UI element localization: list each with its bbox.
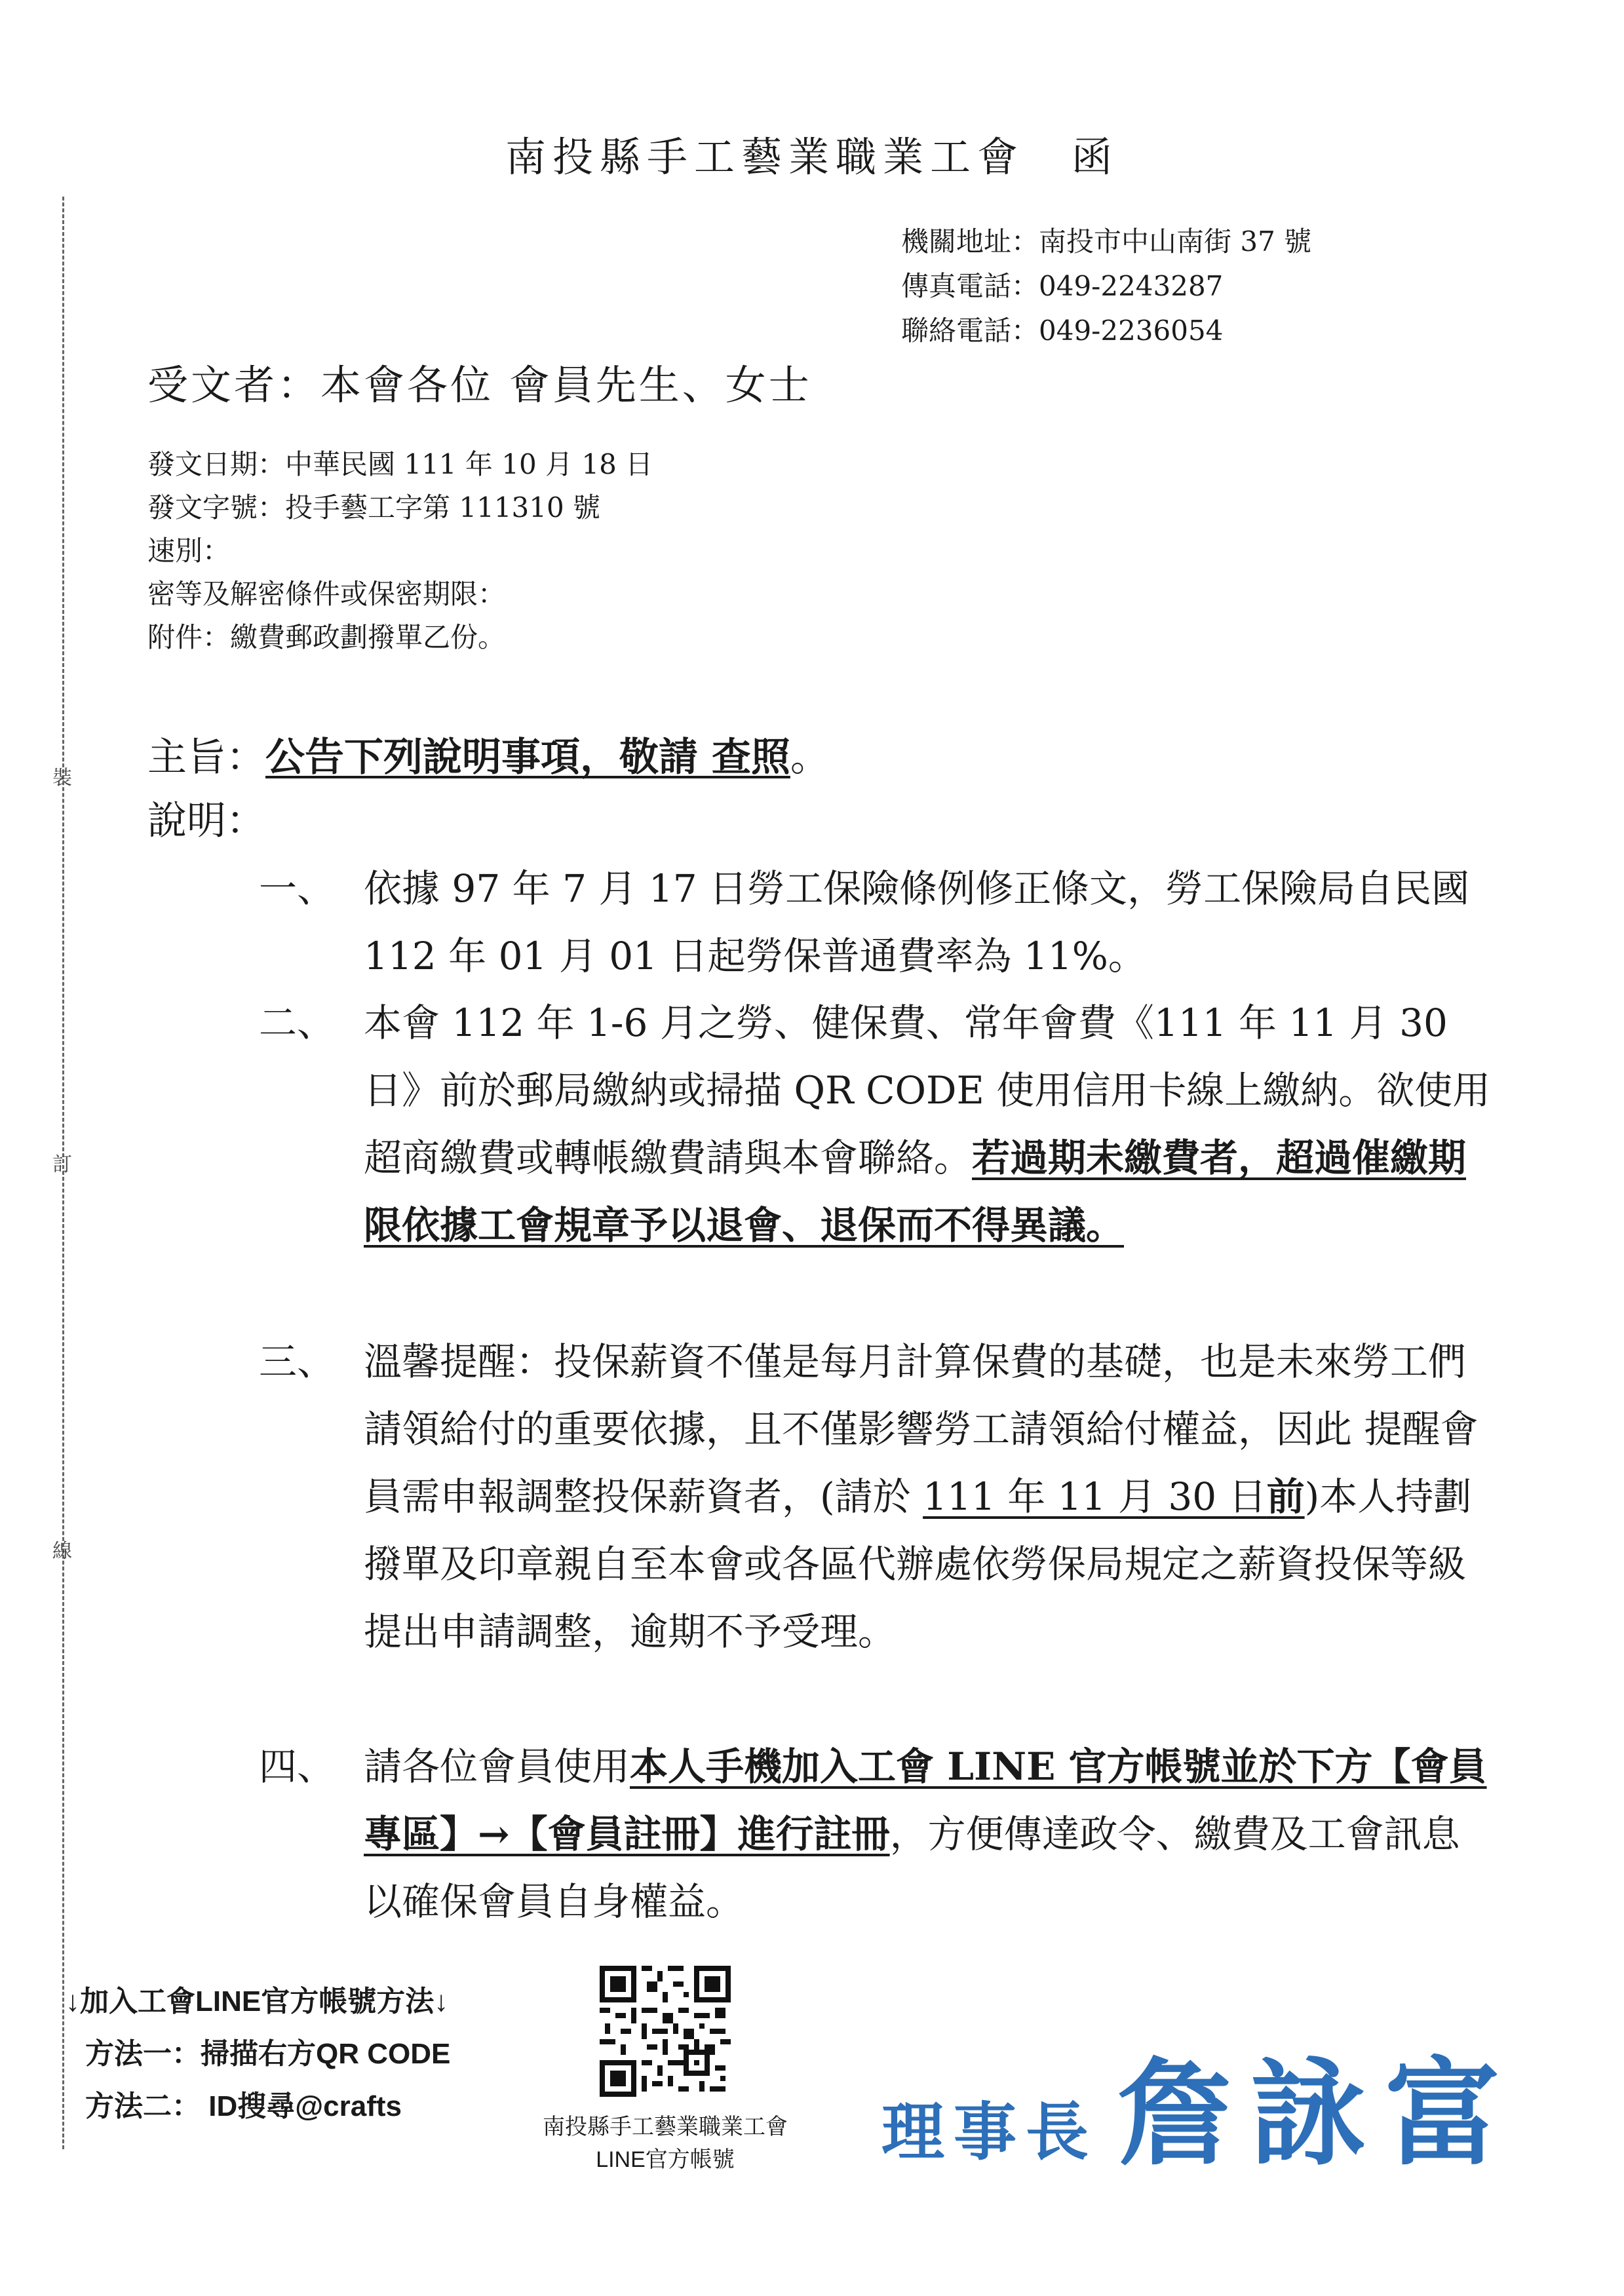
item-text-rest: ，方便傳達政令、繳費及工會訊息以確保會員自身權益。	[364, 1812, 1460, 1924]
attachment: 附件：繳費郵政劃撥單乙份。	[147, 621, 506, 653]
page-title: 南投縣手工藝業職業工會 函	[505, 133, 1119, 181]
recipient: 受文者：本會各位 會員先生、女士	[147, 361, 812, 409]
qr-code[interactable]	[600, 1966, 731, 2097]
qr-code-icon	[600, 1966, 731, 2097]
item-text	[364, 1733, 1491, 1936]
line-join-heading: ↓加入工會LINE官方帳號方法↓	[66, 1985, 449, 2018]
item-number: 四、	[259, 1744, 336, 1789]
item-text-plain: 溫馨提醒：投保薪資不僅是每月計算保費的基礎，也是未來勞工們請領給付的重要依據，且不僅影響勞工請領給付權益，因此 提醒會員需申報調整投保薪資者，(請於	[364, 1339, 1479, 1519]
item-text-emphasis: 本人手機加入工會 LINE 官方帳號並於下方【會員專區】→【會員註冊】進行註冊	[364, 1744, 1487, 1856]
line-join-method-1: 方法一：掃描右方QR CODE	[85, 2038, 451, 2070]
qr-label-line: LINE官方帳號	[596, 2147, 735, 2172]
qr-label-org: 南投縣手工藝業職業工會	[543, 2114, 788, 2139]
item-text-emphasis: 若過期未繳費者，超過催繳期限依據工會規章予以退會、退保而不得異議。	[364, 1136, 1467, 1248]
item-text	[364, 1328, 1491, 1666]
item-text-rest: )本人持劃撥單及印章親自至本會或各區代辦處依勞保局規定之薪資投保等級提出申請調整，逾期不予受理。	[364, 1474, 1472, 1654]
stamp-name: 詹詠富	[1117, 2046, 1519, 2181]
item-text-plain: 請各位會員使用	[364, 1744, 630, 1789]
binding-char-xian: 線	[52, 1540, 72, 1563]
subject	[147, 726, 830, 782]
org-phone: 聯絡電話：049-2236054	[901, 315, 1224, 347]
deadline-date: 111 年 11 月 30 日	[923, 1474, 1267, 1519]
deadline-before: 前	[1266, 1474, 1305, 1519]
item-text	[364, 989, 1491, 1259]
subject-text: 公告下列說明事項，敬請 查照	[265, 735, 790, 780]
binding-char-zhuang: 裝	[52, 767, 72, 790]
issue-date: 發文日期：中華民國 111 年 10 月 18 日	[147, 448, 653, 480]
item-text: 依據 97 年 7 月 17 日勞工保險條例修正條文，勞工保險局自民國 112 年 01 月 01 日起勞保普通費率為 11%。	[364, 866, 1470, 978]
item-number: 三、	[259, 1339, 336, 1384]
chairman-stamp	[881, 2021, 1518, 2187]
item-number: 一、	[259, 866, 336, 911]
line-join-method-2: 方法二： ID搜尋@crafts	[85, 2090, 402, 2122]
explanation-item-2	[259, 989, 1491, 1259]
item-number: 二、	[259, 1001, 336, 1045]
org-fax: 傳真電話：049-2243287	[901, 270, 1224, 302]
stamp-title: 理事長	[881, 2095, 1098, 2169]
speed-class: 速別：	[147, 535, 231, 567]
explanation-item-1	[259, 855, 1491, 990]
subject-end: 。	[790, 735, 830, 780]
binding-char-ding: 訂	[52, 1153, 72, 1176]
explanation-label: 說明：	[147, 798, 265, 844]
explanation-item-3	[259, 1328, 1491, 1666]
org-info	[901, 220, 1311, 353]
secrecy-level: 密等及解密條件或保密期限：	[147, 578, 506, 610]
document-meta	[147, 443, 653, 659]
org-address: 機關地址：南投市中山南街 37 號	[901, 225, 1312, 258]
explanation-item-4	[259, 1733, 1491, 1936]
document-number: 發文字號：投手藝工字第 111310 號	[147, 491, 601, 524]
subject-label: 主旨：	[147, 735, 265, 780]
item-text-plain: 本會 112 年 1-6 月之勞、健保費、常年會費《111 年 11 月 30 日》前於郵局繳納或掃描 QR CODE 使用信用卡線上繳納。欲使用超商繳費或轉帳繳費請與本會聯絡。	[364, 1001, 1491, 1180]
